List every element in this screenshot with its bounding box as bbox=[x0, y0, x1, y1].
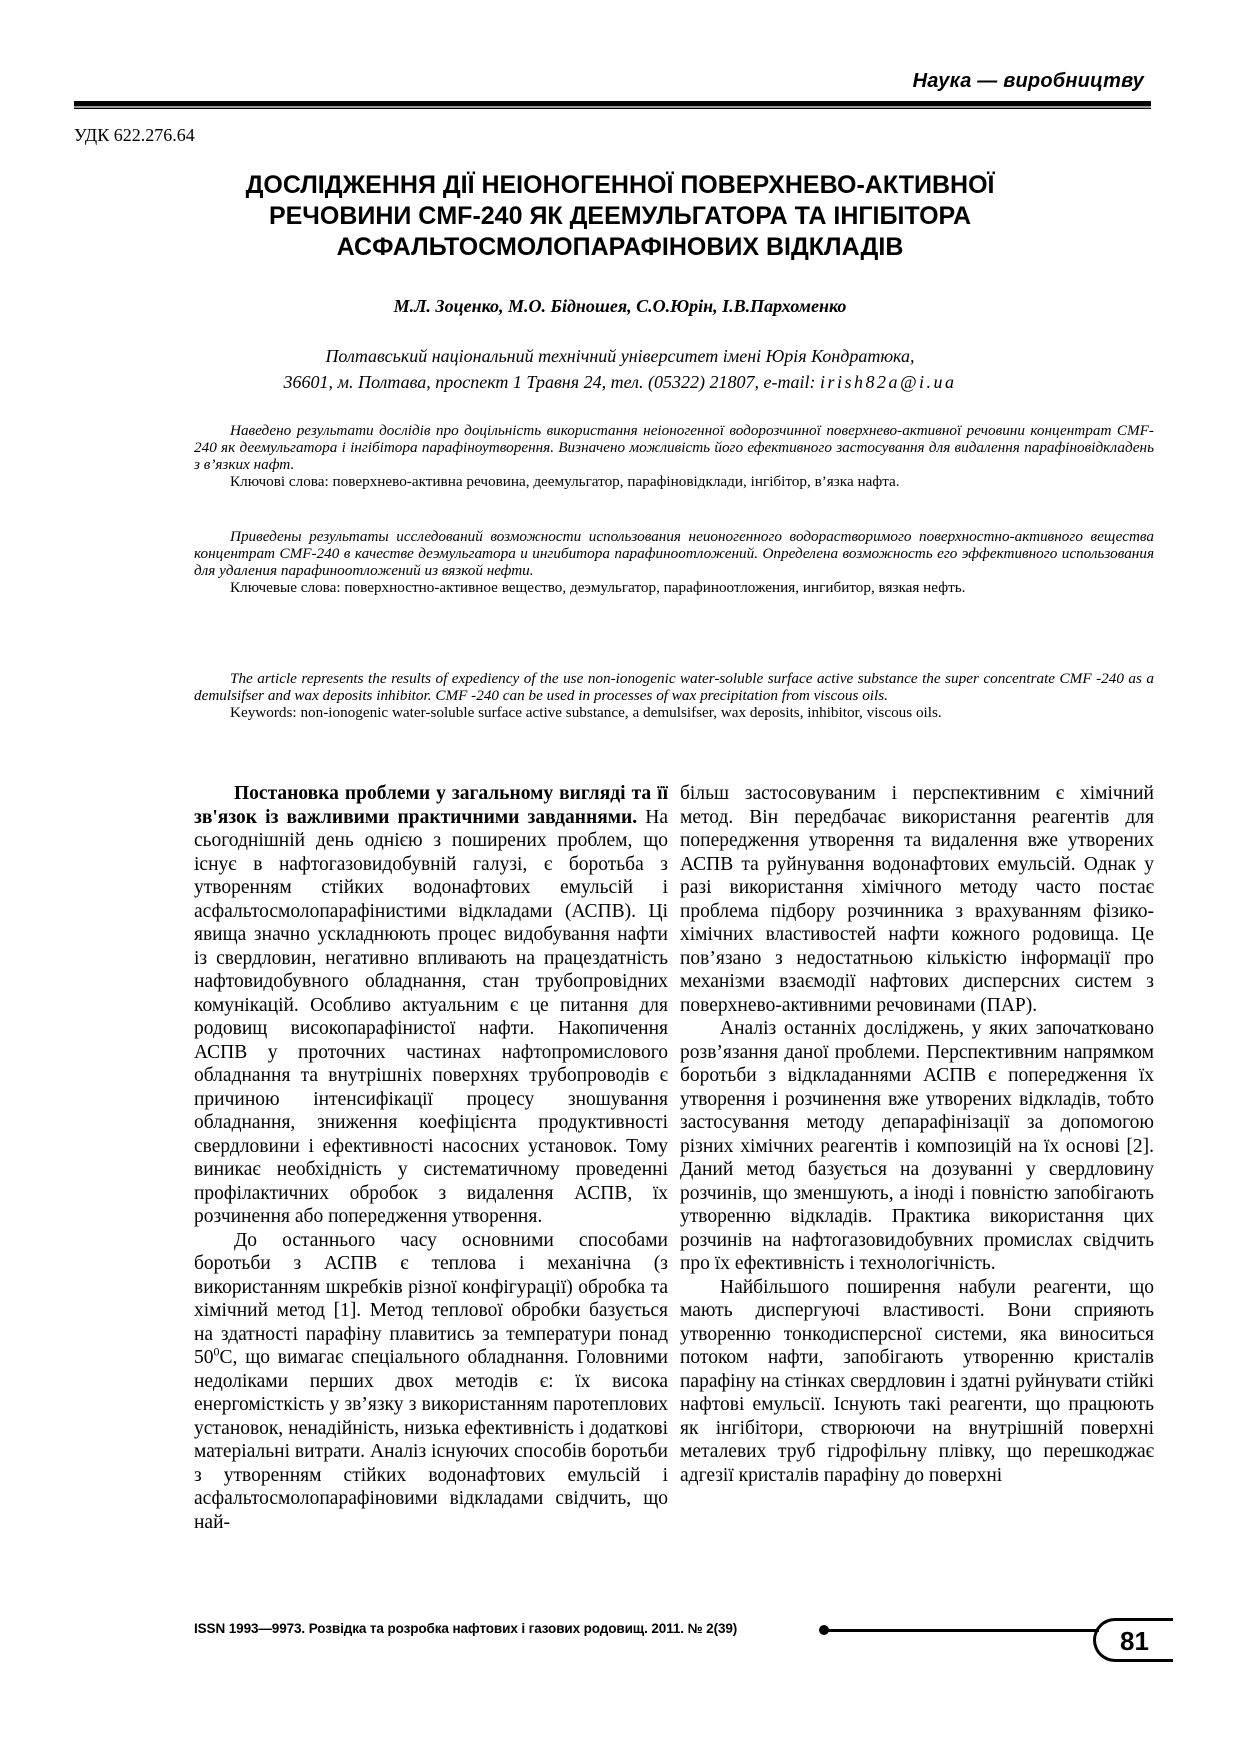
abstract-ru-text: Приведены результаты исследований возможности использования неионогенного водорастворимого поверхностно-активного вещества концентрат CMF-240 в качестве деэмульгатора и ингибитора парафиноотложений. Определена возможность его эффективного использования для удаления парафиноотложений из вязкой нефти. bbox=[194, 528, 1154, 579]
article-title bbox=[150, 170, 1090, 263]
title-line-2: РЕЧОВИНИ CMF-240 ЯК ДЕЕМУЛЬГАТОРА ТА ІНГІБІТОРА bbox=[268, 202, 972, 230]
udk-code: УДК 622.276.64 bbox=[74, 125, 195, 145]
abstract-uk-text: Наведено результати дослідів про доцільність використання неіоногенної водорозчинної поверхнево-активної речовини концентрат CMF-240 як деемульгатора і інгібітора парафіноутворення. Визначено можливість його ефективного застосування для видалення парафіновідкладень з в’язких нафт. bbox=[194, 422, 1154, 473]
affiliation-line-2 bbox=[150, 369, 1090, 395]
body-column-left bbox=[194, 782, 668, 1534]
abstract-en-text: The article represents the results of expediency of the use non-ionogenic water-soluble surface active substance the super concentrate CMF -240 as a demulsifser and wax deposits inhibitor. CMF -240 can be used in processes of wax precipitation from viscous oils. bbox=[194, 670, 1154, 704]
affiliation-address: 36601, м. Полтава, проспект 1 Травня 24, тел. (05322) 21807, e-mail: bbox=[283, 372, 820, 392]
footer-rule bbox=[826, 1629, 1099, 1632]
body-column-right bbox=[680, 782, 1154, 1487]
title-line-1: ДОСЛІДЖЕННЯ ДІЇ НЕІОНОГЕННОЇ ПОВЕРХНЕВО-АКТИВНОЇ bbox=[245, 171, 995, 199]
affiliation bbox=[150, 343, 1090, 395]
email-link[interactable]: irish82a@i.ua bbox=[819, 372, 957, 392]
abstract-russian bbox=[194, 528, 1154, 596]
abstract-english bbox=[194, 670, 1154, 721]
running-head-section: Наука — виробництву bbox=[912, 70, 1144, 92]
page-number: 81 bbox=[1120, 1626, 1149, 1656]
section-heading: Постановка проблеми у загальному вигляді та її зв'язок із важливими практичними завданнями. bbox=[194, 783, 668, 828]
authors: М.Л. Зоценко, М.О. Бідношея, С.О.Юрін, І.В.Пархоменко bbox=[393, 296, 847, 316]
abstract-ukrainian bbox=[194, 422, 1154, 490]
body-paragraph: Найбільшого поширення набули реагенти, що мають диспергуючі властивості. Вони сприяють утворенню тонкодисперсної системи, яка виноситься потоком нафти, запобігають утворенню кристалів парафіну на стінках свердловин і здатні руйнувати стійкі нафтові емульсії. Існують такі реагенти, що працюють як інгібітори, створюючи на внутрішній поверхні металевих труб гідрофільну плівку, що перешкоджає адгезії кристалів парафіну до поверхні bbox=[680, 1276, 1154, 1486]
body-paragraph: До останнього часу основними способами боротьби з АСПВ є теплова і механічна (з використанням шкребків різної конфігурації) обробка та хімічний метод [1]. Метод теплової обробки базується на здатності парафіну плавитись за температури понад $50^0С$, що вимагає спеціального обладнання. Головними недоліками перших двох методів є: їх висока енергомісткість у зв’язку з використанням паротеплових установок, ненадійність, низька ефективність і додаткові матеріальні витрати. Аналіз існуючих способів боротьби з утворенням стійких водонафтових емульсій і асфальтосмолопарафіновими відкладами свідчить, що най- bbox=[194, 1229, 668, 1533]
header-rule-thin bbox=[74, 108, 1151, 109]
keywords-uk: Ключові слова: поверхнево-активна речовина, деемульгатор, парафіновідклади, інгібітор, в’язка нафта. bbox=[230, 473, 900, 490]
affiliation-line-1: Полтавський національний технічний університет імені Юрія Кондратюка, bbox=[325, 346, 915, 366]
body-paragraph: більш застосовуваним і перспективним є хімічний метод. Він передбачає використання реагентів для попередження утворення та видалення вже утворених АСПВ та руйнування водонафтових емульсій. Однак у разі використання хімічного методу часто постає проблема підбору розчинника з врахуванням фізико-хімічних властивостей нафти кожного родовища. Це пов’язано з недостатньою кількістю інформації про механізми взаємодії нафтових дисперсних систем з поверхнево-активними речовинами (ПАР). bbox=[680, 783, 1154, 1016]
keywords-ru: Ключевые слова: поверхностно-активное вещество, деэмульгатор, парафиноотложения, ингибитор, вязкая нефть. bbox=[230, 579, 966, 596]
body-paragraph: Аналіз останніх досліджень, у яких започатковано розв’язання даної проблеми. Перспективним напрямком боротьби з відкладаннями АСПВ є попередження їх утворення і розчинення вже утворених відкладів, тобто застосування методу депарафінізації за допомогою різних хімічних реагентів і композицій на їх основі [2]. Даний метод базується на дозуванні у свердловину розчинів, що зменшують, а іноді і повністю запобігають утворенню відкладів. Практика використання цих розчинів на нафтогазовидобувних промислах свідчить про їх ефективність і технологічність. bbox=[680, 1018, 1154, 1274]
body-paragraph: Постановка проблеми у загальному вигляді та її зв'язок із важливими практичними завданнями. На сьогоднішній день однією з поширених проблем, що існує в нафтогазовидобувній галузі, є боротьба з утворенням стійких водонафтових емульсій і асфальтосмолопарафінистими відкладами (АСПВ). Ці явища значно ускладнюють процес видобування нафти із свердловин, негативно впливають на працездатність нафтовидобувного обладнання, стан трубопровідних комунікацій. Особливо актуальним є це питання для родовищ високопарафінистої нафти. Накопичення АСПВ у проточних частинах нафтопромислового обладнання та внутрішніх поверхнях трубопроводів є причиною інтенсифікації процесу зношування обладнання, зниження коефіцієнта продуктивності свердловини і ефективності насосних установок. Тому виникає необхідність у систематичному проведенні профілактичних обробок з видалення АСПВ, їх розчинення або попередження утворення. bbox=[194, 783, 668, 1227]
superscript-degree: 0 bbox=[213, 1344, 220, 1359]
keywords-en: Keywords: non-ionogenic water-soluble surface active substance, a demulsifser, wax deposits, inhibitor, viscous oils. bbox=[230, 704, 942, 721]
title-line-3: АСФАЛЬТОСМОЛОПАРАФІНОВИХ ВІДКЛАДІВ bbox=[336, 233, 904, 261]
footer-citation: ISSN 1993—9973. Розвідка та розробка нафтових і газових родовищ. 2011. № 2(39) bbox=[194, 1621, 738, 1636]
